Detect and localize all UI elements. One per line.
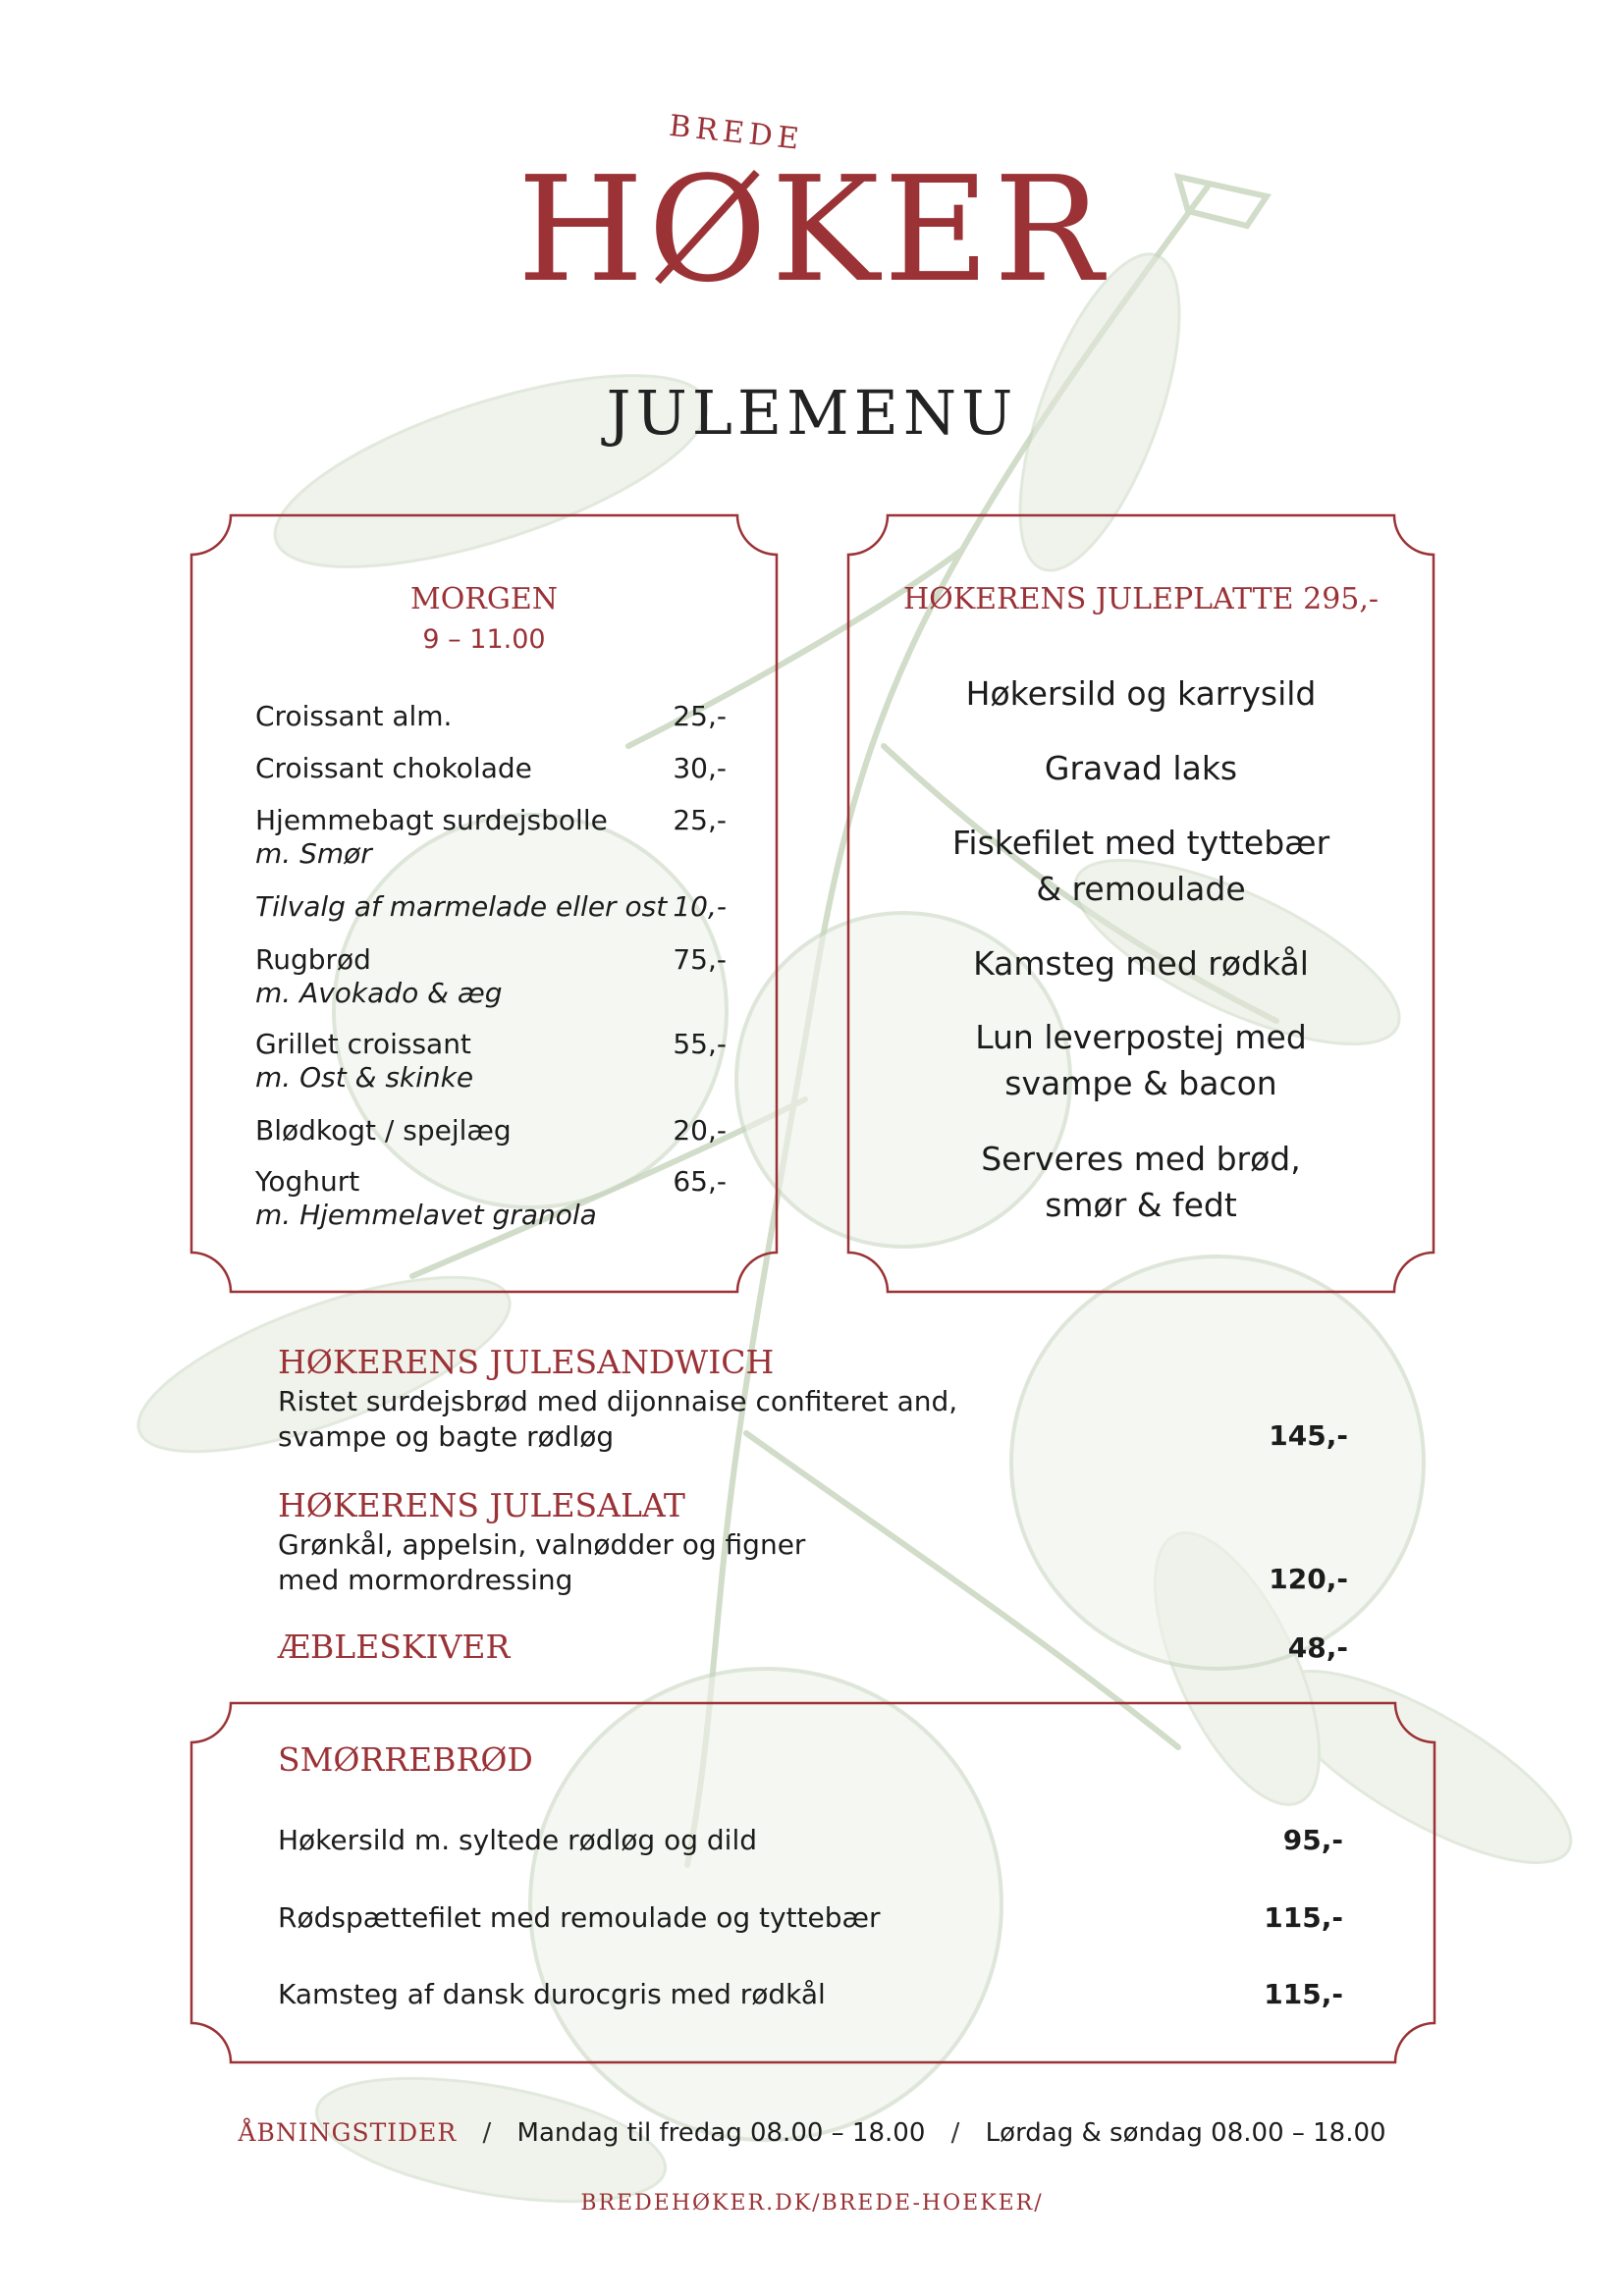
morning-item-price: 30,- [673, 752, 727, 784]
morning-item-note: m. Avokado & æg [255, 977, 503, 1009]
morning-item-price: 25,- [673, 700, 727, 732]
platter-item [846, 1136, 1435, 1228]
separator: / [950, 2118, 960, 2148]
smorrebrod-item-name: Kamsteg af dansk durocgris med rødkål [278, 1978, 826, 2010]
platter-item [846, 745, 1435, 791]
platter-item-line: svampe & bacon [1004, 1064, 1277, 1102]
logo-hoker-wordmark: HØKER [516, 145, 1108, 314]
morning-item-name: Croissant chokolade [255, 752, 532, 784]
dish-description: Grønkål, appelsin, valnødder og figner [278, 1528, 806, 1561]
website-link[interactable]: BREDEHØKER.DK/BREDE-HOEKER/ [580, 2191, 1044, 2216]
dish-description: med mormordressing [278, 1564, 573, 1596]
julepplatte-box [846, 513, 1435, 1294]
platter-item-line: Gravad laks [1044, 749, 1238, 787]
platter-item [846, 670, 1435, 717]
platter-item-line: Kamsteg med rødkål [973, 944, 1309, 983]
opening-hours-label: ÅBNINGSTIDER [238, 2118, 458, 2147]
platter-item [846, 1014, 1435, 1106]
morning-item-name: Croissant alm. [255, 700, 453, 732]
dish-description: svampe og bagte rødløg [278, 1420, 615, 1453]
dish-title: ÆBLESKIVER [278, 1628, 511, 1666]
morning-item-name: Yoghurt [255, 1165, 360, 1198]
dish-price: 48,- [1287, 1631, 1348, 1664]
morning-item-name: Hjemmebagt surdejsbolle [255, 804, 608, 836]
morning-menu-box [189, 513, 779, 1294]
logo-brede-text: BREDE [667, 108, 806, 158]
morning-item-name: Rugbrød [255, 943, 371, 976]
morning-heading: MORGEN [409, 582, 558, 616]
platter-item-line: & remoulade [1036, 870, 1246, 908]
dish-description: Ristet surdejsbrød med dijonnaise confiteret and, [278, 1385, 958, 1417]
morning-item-price: 10,- [673, 890, 727, 923]
opening-hours-line [0, 2118, 1624, 2148]
smorrebrod-item-name: Høkersild m. syltede rødløg og dild [278, 1824, 757, 1856]
dish-julesandwich [278, 1343, 1348, 1451]
morning-item-note: m. Smør [255, 837, 372, 870]
platter-item-line: Lun leverpostej med [975, 1018, 1307, 1056]
dish-price: 120,- [1269, 1563, 1348, 1595]
platter-item-line: Serveres med brød, [981, 1140, 1301, 1178]
platter-item-line: smør & fedt [1045, 1186, 1237, 1224]
morning-item-note: m. Hjemmelavet granola [255, 1199, 597, 1231]
platter-item-line: Høkersild og karrysild [965, 674, 1317, 713]
dish-title: HØKERENS JULESANDWICH [278, 1343, 775, 1381]
morning-item-price: 20,- [673, 1114, 727, 1147]
dish-title: HØKERENS JULESALAT [278, 1486, 685, 1524]
dish-aebleskiver [278, 1628, 1348, 1671]
separator: / [482, 2118, 492, 2148]
morning-item-name: Tilvalg af marmelade eller ost [255, 890, 668, 923]
weekend-hours: Lørdag & søndag 08.00 – 18.00 [985, 2118, 1386, 2148]
smorrebrod-item-price: 115,- [1264, 1978, 1343, 2010]
smorrebrod-heading: SMØRREBRØD [278, 1740, 533, 1779]
morning-item-note: m. Ost & skinke [255, 1061, 474, 1094]
platter-heading: HØKERENS JULEPLATTE 295,- [902, 582, 1380, 616]
page-title: JULEMENU [606, 377, 1018, 449]
morning-item-price: 25,- [673, 804, 727, 836]
dish-price: 145,- [1269, 1419, 1348, 1452]
dish-julesalat [278, 1486, 1348, 1594]
morning-hours: 9 – 11.00 [422, 624, 546, 655]
morning-item-name: Grillet croissant [255, 1028, 471, 1060]
platter-item [846, 940, 1435, 987]
morning-item-price: 65,- [673, 1165, 727, 1198]
morning-item-name: Blødkogt / spejlæg [255, 1114, 512, 1147]
morning-item-price: 75,- [673, 943, 727, 976]
smorrebrod-item-price: 115,- [1264, 1901, 1343, 1934]
smorrebrod-item-name: Rødspættefilet med remoulade og tyttebær [278, 1901, 881, 1934]
smorrebrod-item-price: 95,- [1282, 1824, 1343, 1856]
platter-item-line: Fiskefilet med tyttebær [951, 824, 1330, 862]
morning-item-price: 55,- [673, 1028, 727, 1060]
smorrebrod-box [189, 1701, 1436, 2064]
weekday-hours: Mandag til fredag 08.00 – 18.00 [516, 2118, 926, 2148]
platter-item [846, 820, 1435, 912]
